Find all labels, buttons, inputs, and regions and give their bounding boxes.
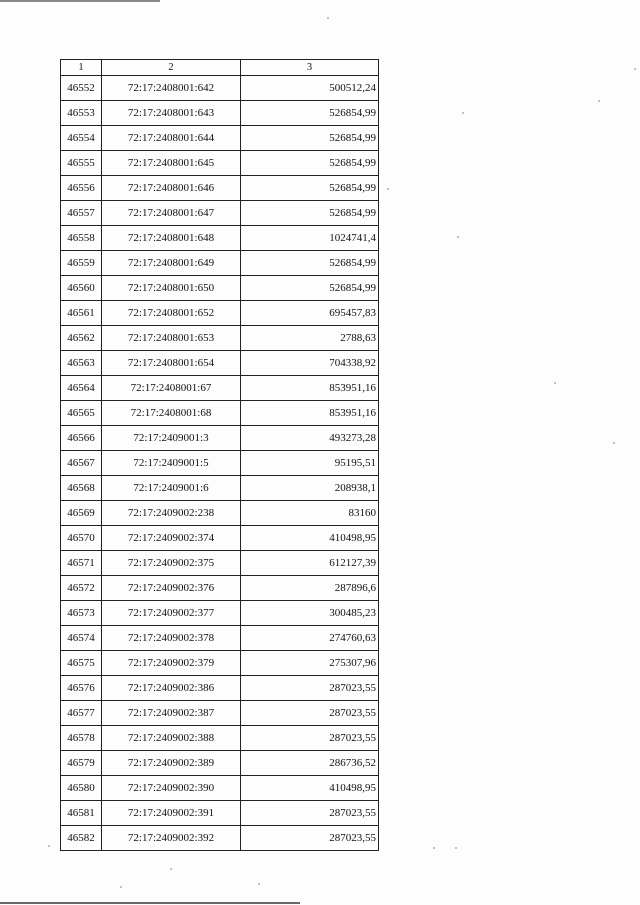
value-cell: 287023,55 — [241, 826, 379, 851]
table-row — [61, 826, 379, 851]
scan-speck — [48, 845, 50, 847]
row-number-cell: 46556 — [61, 176, 102, 201]
row-number-cell: 46581 — [61, 801, 102, 826]
cadastral-number-cell: 72:17:2408001:645 — [102, 151, 241, 176]
value-cell: 695457,83 — [241, 301, 379, 326]
value-cell: 286736,52 — [241, 751, 379, 776]
cadastral-number-cell: 72:17:2408001:643 — [102, 101, 241, 126]
table-row — [61, 526, 379, 551]
scan-speck — [170, 868, 172, 870]
row-number-cell: 46568 — [61, 476, 102, 501]
table-row — [61, 301, 379, 326]
table-row — [61, 626, 379, 651]
value-cell: 2788,63 — [241, 326, 379, 351]
cadastral-number-cell: 72:17:2409001:3 — [102, 426, 241, 451]
row-number-cell: 46582 — [61, 826, 102, 851]
column-header-cadastral-number: 2 — [102, 60, 241, 76]
row-number-cell: 46571 — [61, 551, 102, 576]
row-number-cell: 46567 — [61, 451, 102, 476]
scan-speck — [634, 68, 636, 70]
table-row — [61, 701, 379, 726]
scan-speck — [120, 886, 122, 888]
table-row — [61, 251, 379, 276]
scan-speck — [613, 442, 615, 444]
value-cell: 83160 — [241, 501, 379, 526]
row-number-cell: 46561 — [61, 301, 102, 326]
table-row — [61, 476, 379, 501]
value-cell: 410498,95 — [241, 526, 379, 551]
cadastral-number-cell: 72:17:2409002:388 — [102, 726, 241, 751]
cadastral-number-cell: 72:17:2409002:377 — [102, 601, 241, 626]
value-cell: 853951,16 — [241, 401, 379, 426]
cadastral-number-cell: 72:17:2408001:644 — [102, 126, 241, 151]
table-row — [61, 401, 379, 426]
table-body — [61, 76, 379, 851]
value-cell: 300485,23 — [241, 601, 379, 626]
cadastral-number-cell: 72:17:2409002:379 — [102, 651, 241, 676]
value-cell: 1024741,4 — [241, 226, 379, 251]
row-number-cell: 46564 — [61, 376, 102, 401]
table-row — [61, 501, 379, 526]
table-header-row — [61, 60, 379, 76]
value-cell: 287023,55 — [241, 676, 379, 701]
row-number-cell: 46570 — [61, 526, 102, 551]
table-row — [61, 576, 379, 601]
value-cell: 208938,1 — [241, 476, 379, 501]
cadastral-number-cell: 72:17:2408001:67 — [102, 376, 241, 401]
row-number-cell: 46575 — [61, 651, 102, 676]
cadastral-number-cell: 72:17:2409002:374 — [102, 526, 241, 551]
value-cell: 95195,51 — [241, 451, 379, 476]
row-number-cell: 46573 — [61, 601, 102, 626]
scan-speck — [462, 112, 464, 114]
row-number-cell: 46578 — [61, 726, 102, 751]
table-row — [61, 351, 379, 376]
table-row — [61, 76, 379, 101]
cadastral-number-cell: 72:17:2408001:650 — [102, 276, 241, 301]
cadastral-number-cell: 72:17:2409001:6 — [102, 476, 241, 501]
cadastral-number-cell: 72:17:2408001:647 — [102, 201, 241, 226]
value-cell: 526854,99 — [241, 151, 379, 176]
row-number-cell: 46563 — [61, 351, 102, 376]
cadastral-number-cell: 72:17:2408001:654 — [102, 351, 241, 376]
cadastral-number-cell: 72:17:2409002:389 — [102, 751, 241, 776]
table-row — [61, 151, 379, 176]
scan-speck — [258, 883, 260, 885]
table-row — [61, 226, 379, 251]
cadastral-number-cell: 72:17:2408001:648 — [102, 226, 241, 251]
row-number-cell: 46557 — [61, 201, 102, 226]
value-cell: 275307,96 — [241, 651, 379, 676]
row-number-cell: 46572 — [61, 576, 102, 601]
table-row — [61, 176, 379, 201]
cadastral-number-cell: 72:17:2408001:649 — [102, 251, 241, 276]
value-cell: 410498,95 — [241, 776, 379, 801]
row-number-cell: 46576 — [61, 676, 102, 701]
cadastral-number-cell: 72:17:2409002:386 — [102, 676, 241, 701]
value-cell: 526854,99 — [241, 126, 379, 151]
cadastral-number-cell: 72:17:2408001:642 — [102, 76, 241, 101]
column-header-value: 3 — [241, 60, 379, 76]
cadastral-number-cell: 72:17:2409002:391 — [102, 801, 241, 826]
table-row — [61, 601, 379, 626]
value-cell: 526854,99 — [241, 101, 379, 126]
cadastral-number-cell: 72:17:2409001:5 — [102, 451, 241, 476]
table-row — [61, 801, 379, 826]
row-number-cell: 46569 — [61, 501, 102, 526]
cadastral-number-cell: 72:17:2409002:390 — [102, 776, 241, 801]
scan-speck — [554, 382, 556, 384]
scan-speck — [457, 236, 459, 238]
cadastral-number-cell: 72:17:2409002:238 — [102, 501, 241, 526]
row-number-cell: 46565 — [61, 401, 102, 426]
scan-speck — [598, 100, 600, 102]
table-row — [61, 126, 379, 151]
table-row — [61, 651, 379, 676]
scan-edge-mark-top — [0, 0, 160, 2]
table-row — [61, 776, 379, 801]
cadastral-number-cell: 72:17:2409002:375 — [102, 551, 241, 576]
row-number-cell: 46580 — [61, 776, 102, 801]
scan-speck — [433, 847, 435, 849]
cadastral-number-cell: 72:17:2409002:392 — [102, 826, 241, 851]
cadastral-value-table — [60, 59, 379, 851]
value-cell: 526854,99 — [241, 176, 379, 201]
scan-edge-mark-bottom — [0, 902, 300, 904]
value-cell: 526854,99 — [241, 276, 379, 301]
value-cell: 526854,99 — [241, 251, 379, 276]
row-number-cell: 46554 — [61, 126, 102, 151]
value-cell: 287023,55 — [241, 701, 379, 726]
cadastral-number-cell: 72:17:2409002:387 — [102, 701, 241, 726]
scan-speck — [455, 847, 457, 849]
row-number-cell: 46553 — [61, 101, 102, 126]
cadastral-number-cell: 72:17:2409002:378 — [102, 626, 241, 651]
column-header-number: 1 — [61, 60, 102, 76]
value-cell: 274760,63 — [241, 626, 379, 651]
table-row — [61, 376, 379, 401]
cadastral-number-cell: 72:17:2408001:653 — [102, 326, 241, 351]
value-cell: 526854,99 — [241, 201, 379, 226]
value-cell: 287896,6 — [241, 576, 379, 601]
value-cell: 704338,92 — [241, 351, 379, 376]
table-row — [61, 676, 379, 701]
row-number-cell: 46574 — [61, 626, 102, 651]
row-number-cell: 46559 — [61, 251, 102, 276]
scan-speck — [387, 188, 389, 190]
value-cell: 287023,55 — [241, 726, 379, 751]
table-row — [61, 451, 379, 476]
table-row — [61, 751, 379, 776]
cadastral-number-cell: 72:17:2408001:68 — [102, 401, 241, 426]
value-cell: 493273,28 — [241, 426, 379, 451]
value-cell: 287023,55 — [241, 801, 379, 826]
scan-speck — [327, 17, 329, 19]
table-row — [61, 201, 379, 226]
row-number-cell: 46552 — [61, 76, 102, 101]
row-number-cell: 46558 — [61, 226, 102, 251]
value-cell: 612127,39 — [241, 551, 379, 576]
row-number-cell: 46577 — [61, 701, 102, 726]
table-row — [61, 276, 379, 301]
cadastral-number-cell: 72:17:2409002:376 — [102, 576, 241, 601]
table-row — [61, 101, 379, 126]
table-row — [61, 551, 379, 576]
cadastral-number-cell: 72:17:2408001:646 — [102, 176, 241, 201]
value-cell: 500512,24 — [241, 76, 379, 101]
row-number-cell: 46560 — [61, 276, 102, 301]
table-row — [61, 326, 379, 351]
cadastral-number-cell: 72:17:2408001:652 — [102, 301, 241, 326]
row-number-cell: 46566 — [61, 426, 102, 451]
value-cell: 853951,16 — [241, 376, 379, 401]
row-number-cell: 46555 — [61, 151, 102, 176]
row-number-cell: 46562 — [61, 326, 102, 351]
row-number-cell: 46579 — [61, 751, 102, 776]
table-row — [61, 426, 379, 451]
table-row — [61, 726, 379, 751]
